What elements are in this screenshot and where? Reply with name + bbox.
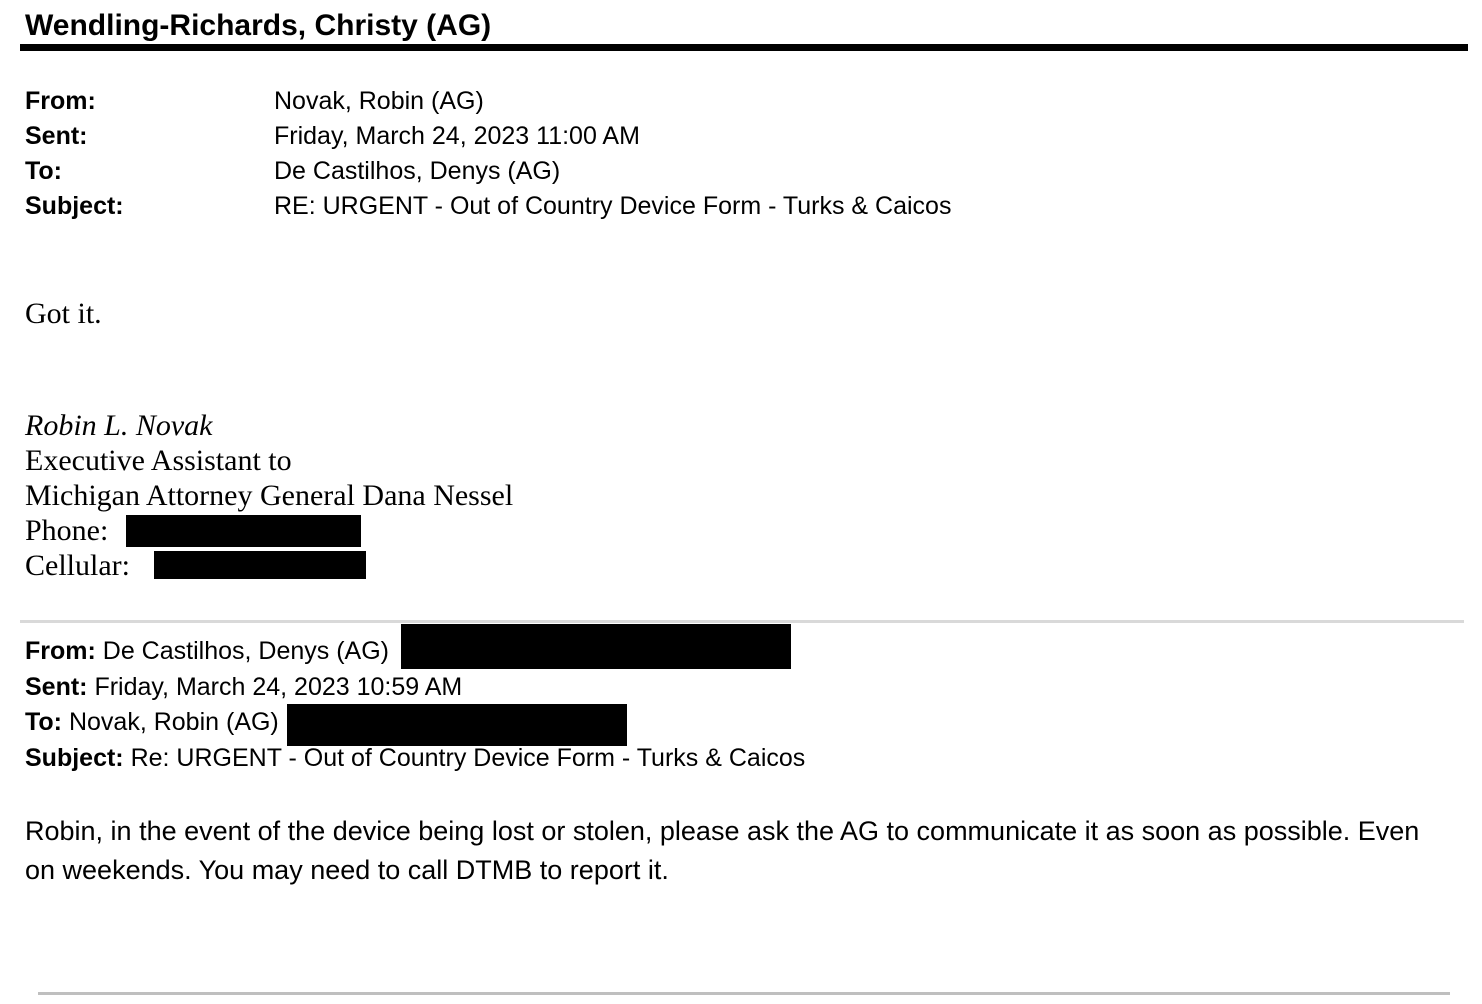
quoted-from-redaction-box <box>401 624 791 669</box>
quoted-subject-value: Re: URGENT - Out of Country Device Form - Turks & Caicos <box>130 744 806 772</box>
title-divider <box>20 44 1468 51</box>
quoted-sent-value: Friday, March 24, 2023 10:59 AM <box>94 673 463 701</box>
page-bottom-divider <box>38 992 1450 995</box>
quoted-subject-row <box>25 740 805 776</box>
mailbox-owner-name: Wendling-Richards, Christy (AG) <box>25 9 492 42</box>
header-subject-label: Subject: <box>25 192 124 220</box>
quoted-to-label: To: <box>25 708 63 736</box>
quoted-subject-label: Subject: <box>25 744 124 772</box>
phone-redaction-box <box>126 515 361 547</box>
header-from-value: Novak, Robin (AG) <box>274 87 484 115</box>
header-from-label: From: <box>25 87 96 115</box>
header-sent-label: Sent: <box>25 122 88 150</box>
signature-title-line-2: Michigan Attorney General Dana Nessel <box>25 479 514 512</box>
signature-cell-row <box>25 548 513 583</box>
quoted-to-row <box>25 704 279 740</box>
quoted-from-value: De Castilhos, Denys (AG) <box>102 637 389 665</box>
signature-title-line-1: Executive Assistant to <box>25 444 292 477</box>
cell-redaction-box <box>154 551 366 579</box>
quoted-from-label: From: <box>25 637 96 665</box>
header-to-value: De Castilhos, Denys (AG) <box>274 157 561 185</box>
quoted-to-value: Novak, Robin (AG) <box>68 708 279 736</box>
signature-name: Robin L. Novak <box>25 409 213 442</box>
quoted-sent-row <box>25 669 462 705</box>
quoted-message-divider <box>20 620 1464 623</box>
signature-phone-row <box>25 513 513 548</box>
header-to-label: To: <box>25 157 63 185</box>
signature-block <box>25 408 513 583</box>
header-subject-value: RE: URGENT - Out of Country Device Form - Turks & Caicos <box>274 192 952 220</box>
quoted-sent-label: Sent: <box>25 673 88 701</box>
signature-cell-label: Cellular: <box>25 549 130 582</box>
signature-phone-label: Phone: <box>25 514 109 547</box>
message-body: Got it. <box>25 297 102 330</box>
quoted-message-body: Robin, in the event of the device being lost or stolen, please ask the AG to communicate it as soon as possible. Even on weekends. You may need to call DTMB to report it. <box>25 816 1420 885</box>
quoted-from-row <box>25 633 389 669</box>
header-sent-value: Friday, March 24, 2023 11:00 AM <box>274 122 640 150</box>
